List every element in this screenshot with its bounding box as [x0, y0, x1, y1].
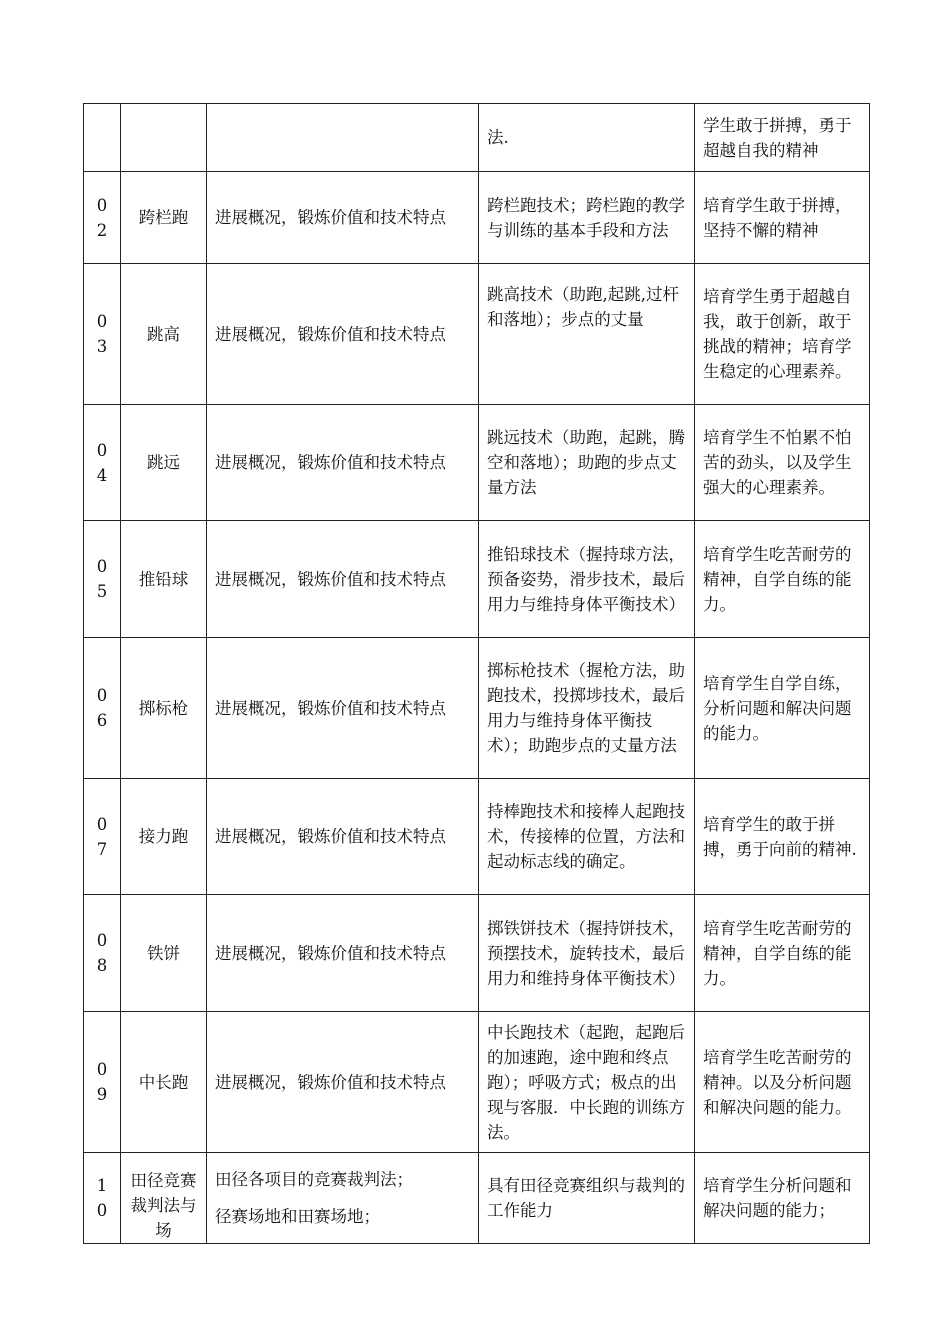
event-name: 接力跑 — [121, 779, 207, 895]
event-name: 跳远 — [121, 405, 207, 521]
skills-cell: 中长跑技术（起跑，起跑后的加速跑，途中跑和终点跑）；呼吸方式；极点的出现与客服．中长跑的训练方法。 — [479, 1012, 695, 1153]
content-line: 田径各项目的竞赛裁判法； — [215, 1170, 413, 1189]
table-row — [84, 1153, 870, 1244]
goals-cell: 培育学生吃苦耐劳的精神，自学自练的能力。 — [695, 521, 870, 638]
row-number: 10 — [84, 1153, 121, 1244]
table-row — [84, 1012, 870, 1153]
table-row — [84, 264, 870, 405]
goals-cell: 培育学生的敢于拼搏，勇于向前的精神. — [695, 779, 870, 895]
content-cell: 进展概况，锻炼价值和技术特点 — [207, 779, 479, 895]
goals-cell: 培育学生勇于超越自我，敢于创新，敢于挑战的精神；培育学生稳定的心理素养。 — [695, 264, 870, 405]
goals-cell: 培育学生分析问题和解决问题的能力； — [695, 1153, 870, 1244]
event-name: 掷标枪 — [121, 638, 207, 779]
table-row — [84, 104, 870, 172]
skills-cell: 具有田径竞赛组织与裁判的工作能力 — [479, 1153, 695, 1244]
row-number: 06 — [84, 638, 121, 779]
content-cell: 进展概况，锻炼价值和技术特点 — [207, 405, 479, 521]
content-cell: 进展概况，锻炼价值和技术特点 — [207, 172, 479, 264]
skills-cell: 持棒跑技术和接棒人起跑技术，传接棒的位置，方法和起动标志线的确定。 — [479, 779, 695, 895]
goals-cell: 培育学生吃苦耐劳的精神，自学自练的能力。 — [695, 895, 870, 1012]
row-number: 08 — [84, 895, 121, 1012]
table-row — [84, 895, 870, 1012]
skills-cell: 推铅球技术（握持球方法，预备姿势，滑步技术，最后用力与维持身体平衡技术） — [479, 521, 695, 638]
event-name: 跨栏跑 — [121, 172, 207, 264]
skills-cell: 跳高技术（助跑,起跳,过杆和落地）；步点的丈量 — [479, 264, 695, 405]
goals-cell: 学生敢于拼搏，勇于超越自我的精神 — [695, 104, 870, 172]
table-row — [84, 405, 870, 521]
event-name: 铁饼 — [121, 895, 207, 1012]
row-number — [84, 104, 121, 172]
goals-cell: 培育学生不怕累不怕苦的劲头，以及学生强大的心理素养。 — [695, 405, 870, 521]
content-cell — [207, 1153, 479, 1244]
skills-cell: 法. — [479, 104, 695, 172]
row-number: 05 — [84, 521, 121, 638]
content-cell: 进展概况，锻炼价值和技术特点 — [207, 521, 479, 638]
goals-cell: 培育学生敢于拼搏，坚持不懈的精神 — [695, 172, 870, 264]
table-row — [84, 172, 870, 264]
table-row — [84, 779, 870, 895]
skills-cell: 跳远技术（助跑，起跳，腾空和落地）；助跑的步点丈量方法 — [479, 405, 695, 521]
row-number: 07 — [84, 779, 121, 895]
table-row — [84, 521, 870, 638]
course-content-table — [83, 103, 870, 1244]
goals-cell: 培育学生自学自练，分析问题和解决问题的能力。 — [695, 638, 870, 779]
content-cell: 进展概况，锻炼价值和技术特点 — [207, 638, 479, 779]
content-cell: 进展概况，锻炼价值和技术特点 — [207, 1012, 479, 1153]
row-number: 04 — [84, 405, 121, 521]
content-cell: 进展概况，锻炼价值和技术特点 — [207, 895, 479, 1012]
event-name — [121, 104, 207, 172]
event-name: 推铅球 — [121, 521, 207, 638]
skills-cell: 掷铁饼技术（握持饼技术，预摆技术，旋转技术，最后用力和维持身体平衡技术） — [479, 895, 695, 1012]
row-number: 03 — [84, 264, 121, 405]
skills-cell: 掷标枪技术（握枪方法，助跑技术，投掷埗技术，最后用力与维持身体平衡技术）；助跑步点的丈量方法 — [479, 638, 695, 779]
event-name: 中长跑 — [121, 1012, 207, 1153]
table-row — [84, 638, 870, 779]
event-name: 跳高 — [121, 264, 207, 405]
row-number: 02 — [84, 172, 121, 264]
content-cell — [207, 104, 479, 172]
goals-cell: 培育学生吃苦耐劳的精神。以及分析问题和解决问题的能力。 — [695, 1012, 870, 1153]
row-number: 09 — [84, 1012, 121, 1153]
event-name: 田径竞赛裁判法与场 — [121, 1153, 207, 1244]
skills-cell: 跨栏跑技术；跨栏跑的教学与训练的基本手段和方法 — [479, 172, 695, 264]
content-line: 径赛场地和田赛场地； — [215, 1207, 380, 1226]
content-cell: 进展概况，锻炼价值和技术特点 — [207, 264, 479, 405]
